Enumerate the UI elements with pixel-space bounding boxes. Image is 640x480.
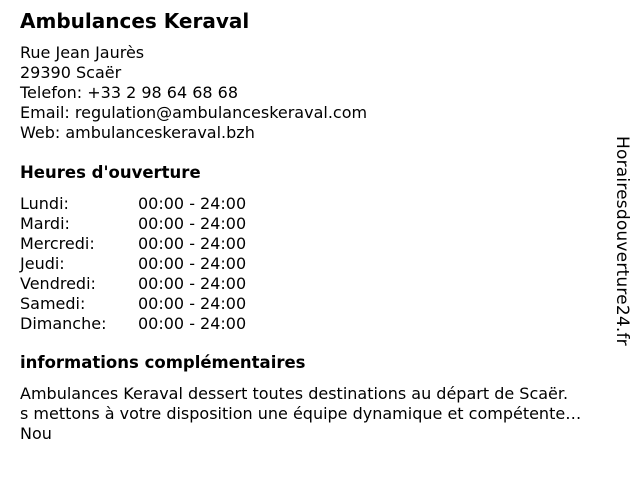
description-overlap-fragment: Nou <box>20 424 52 443</box>
day-label: Lundi: <box>20 194 69 213</box>
hours-row-wednesday <box>20 234 246 254</box>
day-label: Mardi: <box>20 214 70 233</box>
city-postal: 29390 Scaër <box>20 63 122 82</box>
time-range: 00:00 - 24:00 <box>138 254 247 273</box>
email-line: Email: regulation@ambulanceskeraval.com <box>20 103 368 122</box>
time-range: 00:00 - 24:00 <box>138 194 247 213</box>
day-label: Samedi: <box>20 294 86 313</box>
time-range: 00:00 - 24:00 <box>138 214 247 233</box>
description-line-2: s mettons à votre disposition une équipe dynamique et compétente… <box>20 404 582 423</box>
info-heading: informations complémentaires <box>20 353 306 372</box>
phone-line: Telefon: +33 2 98 64 68 68 <box>20 83 239 102</box>
day-label: Dimanche: <box>20 314 107 333</box>
day-label: Mercredi: <box>20 234 95 253</box>
time-range: 00:00 - 24:00 <box>138 294 247 313</box>
day-label: Jeudi: <box>20 254 65 273</box>
hours-row-sunday <box>20 314 246 334</box>
info-description <box>20 384 630 444</box>
hours-row-monday <box>20 194 246 214</box>
web-line: Web: ambulanceskeraval.bzh <box>20 123 255 142</box>
hours-row-friday <box>20 274 246 294</box>
site-watermark: Horairesdouverture24.fr <box>612 136 632 346</box>
time-range: 00:00 - 24:00 <box>138 314 247 333</box>
hours-row-thursday <box>20 254 246 274</box>
hours-heading: Heures d'ouverture <box>20 163 201 182</box>
hours-table <box>20 194 246 334</box>
day-label: Vendredi: <box>20 274 96 293</box>
description-line-1: Ambulances Keraval dessert toutes destinations au départ de Scaër. <box>20 384 569 403</box>
business-name: Ambulances Keraval <box>20 9 250 33</box>
time-range: 00:00 - 24:00 <box>138 234 247 253</box>
street-address: Rue Jean Jaurès <box>20 43 145 62</box>
hours-row-saturday <box>20 294 246 314</box>
hours-row-tuesday <box>20 214 246 234</box>
time-range: 00:00 - 24:00 <box>138 274 247 293</box>
